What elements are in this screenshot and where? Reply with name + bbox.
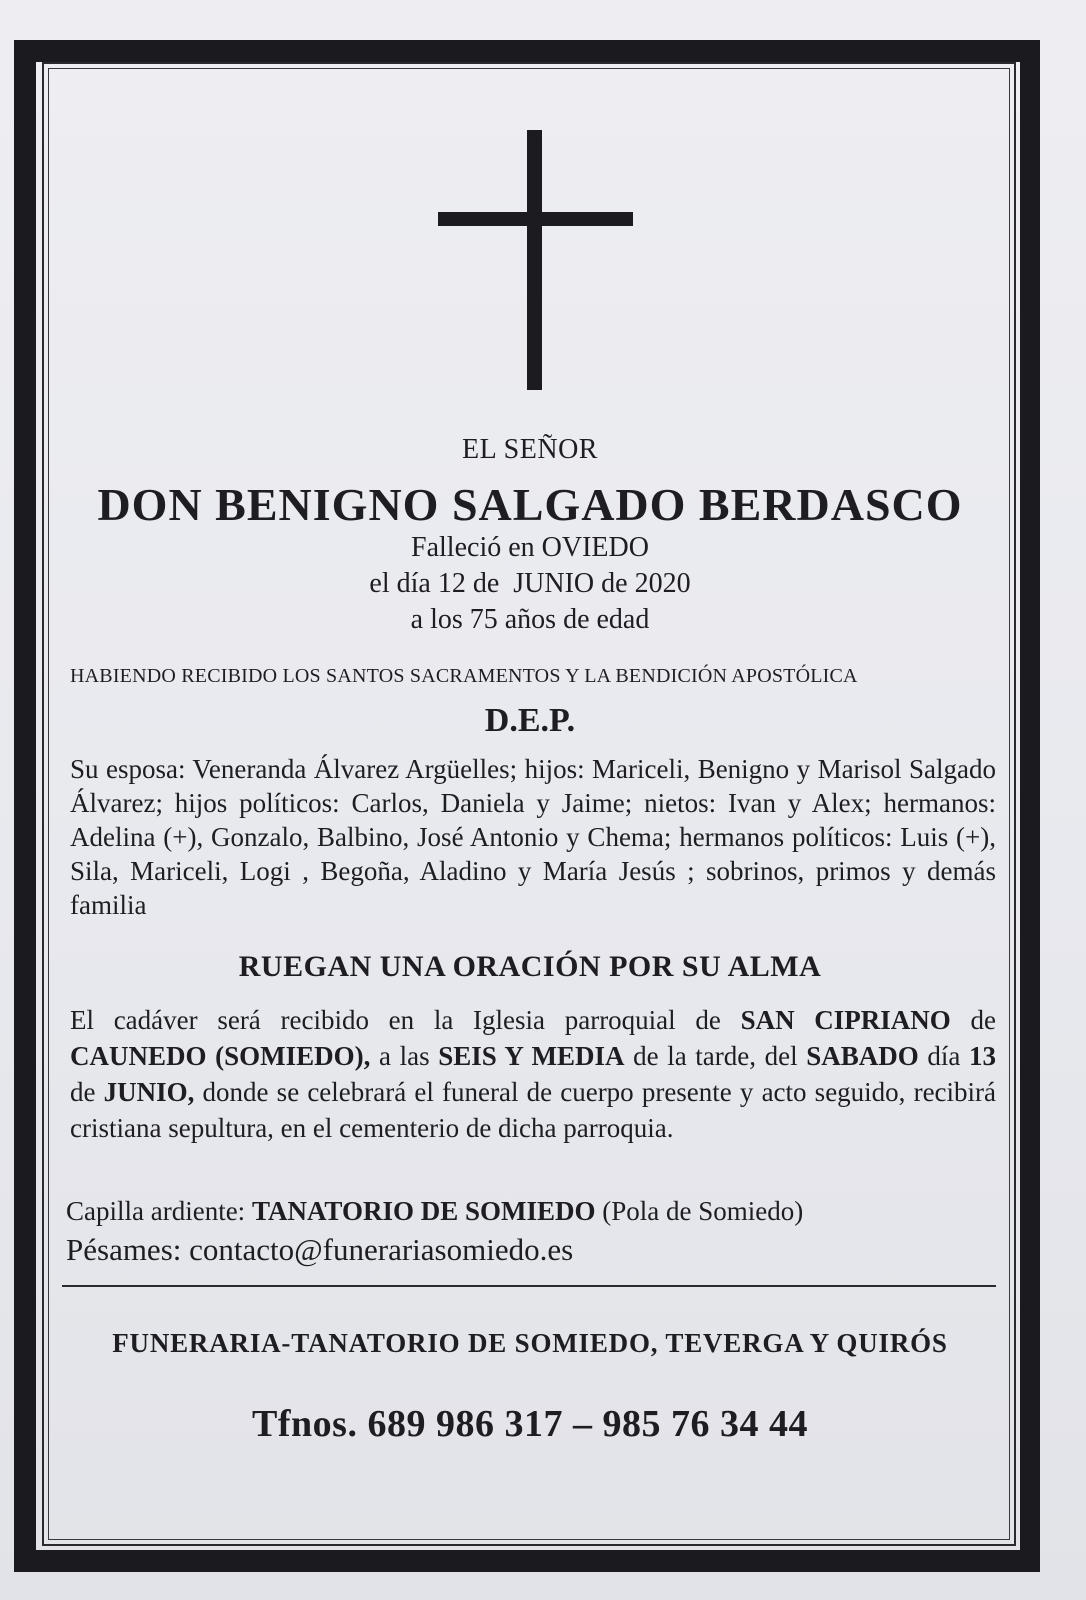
burial-text: de (70, 1077, 104, 1107)
honorific-title: EL SEÑOR (462, 434, 598, 465)
deceased-name: DON BENIGNO SALGADO BERDASCO (97, 479, 963, 530)
burial-text: día (918, 1041, 969, 1071)
cross-horizontal-bar (438, 212, 633, 226)
phone-numbers: Tfnos. 689 986 317 – 985 76 34 44 (252, 1403, 808, 1445)
funeral-time: SEIS Y MEDIA (438, 1041, 625, 1071)
chapel-label: Capilla ardiente: (66, 1196, 252, 1226)
deceased-age: a los 75 años de edad (410, 604, 650, 635)
condolences-contact: Pésames: contacto@funerariasomiedo.es (66, 1232, 574, 1267)
burial-text: de (950, 1005, 997, 1035)
burial-text: a las (370, 1041, 439, 1071)
funeral-weekday: SABADO (806, 1041, 919, 1071)
death-place: Falleció en OVIEDO (411, 532, 649, 563)
rip-abbreviation: D.E.P. (484, 702, 576, 739)
burial-paragraph (70, 1002, 996, 1146)
funeral-day: 13 (968, 1041, 996, 1071)
chapel-name: TANATORIO DE SOMIEDO (251, 1196, 596, 1226)
burial-text: El cadáver será recibido en la Iglesia parroquial de (70, 1005, 741, 1035)
chapel-line (66, 1196, 803, 1227)
church-location: CAUNEDO (SOMIEDO), (70, 1041, 371, 1071)
church-name: SAN CIPRIANO (740, 1005, 951, 1035)
funeral-month: JUNIO, (103, 1077, 195, 1107)
funeral-home-name: FUNERARIA-TANATORIO DE SOMIEDO, TEVERGA Y QUIRÓS (112, 1328, 948, 1358)
death-date: el día 12 de JUNIO de 2020 (369, 568, 691, 599)
chapel-place: (Pola de Somiedo) (595, 1196, 804, 1226)
family-paragraph: Su esposa: Veneranda Álvarez Argüelles; hijos: Mariceli, Benigno y Marisol Salgado Álvarez; hijos políticos: Carlos, Daniela y Jaime; nietos: Ivan y Alex; hermanos: Adelina (+), Gonzalo, Balbino, José Antonio y Chema; hermanos políticos: Luis (+), Sila, Mariceli, Logi , Begoña, Aladino y María Jesús ; sobrinos, primos y demás familia (70, 754, 996, 920)
burial-text: donde se celebrará el funeral de cuerpo presente y acto seguido, recibirá cristiana sepultura, en el cementerio de dicha parroquia. (70, 1077, 997, 1143)
prayer-request: RUEGAN UNA ORACIÓN POR SU ALMA (238, 950, 822, 983)
cross-vertical-bar (527, 130, 542, 390)
divider-line (62, 1285, 996, 1287)
sacraments-line: HABIENDO RECIBIDO LOS SANTOS SACRAMENTOS Y LA BENDICIÓN APOSTÓLICA (70, 665, 858, 687)
burial-text: de la tarde, del (624, 1041, 807, 1071)
